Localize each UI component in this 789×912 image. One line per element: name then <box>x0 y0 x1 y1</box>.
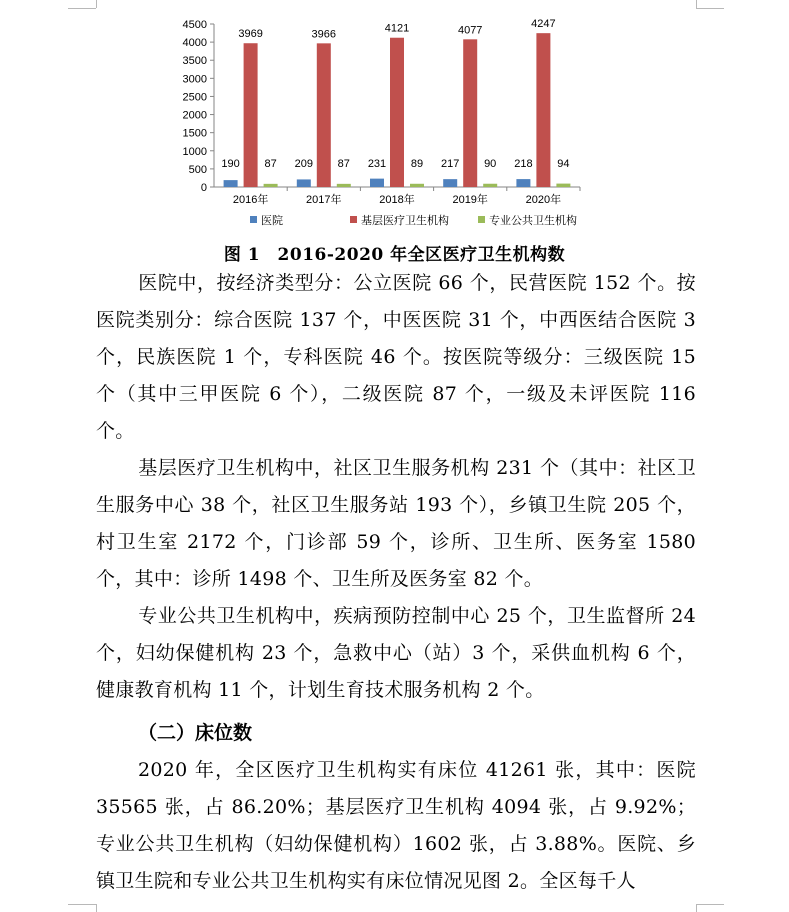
bar <box>390 38 404 187</box>
figure-caption: 图 1 2016-2020 年全区医疗卫生机构数 <box>223 245 566 265</box>
paragraph-beds <box>96 752 696 900</box>
paragraph-primary-care-text: 基层医疗卫生机构中，社区卫生服务机构 231 个（其中：社区卫生服务中心 38 个，社区卫生服务站 193 个），乡镇卫生院 205 个，村卫生室 2172 个，门诊部 59 个，诊所、卫生所、医务室 1580 个，其中：诊所 1498 个、卫生所及医务室 82 个。 <box>96 457 696 590</box>
crop-mark-top-left <box>0 0 100 30</box>
x-tick-label: 2020年 <box>525 194 562 206</box>
y-tick-label: 2500 <box>182 91 207 104</box>
paragraph-hospital-text: 医院中，按经济类型分：公立医院 66 个，民营医院 152 个。按医院类别分：综合医院 137 个，中医医院 31 个，中西医结合医院 3 个，民族医院 1 个，专科医院 46 个。按医院等级分：三级医院 15 个（其中三甲医院 6 个），二级医院 87 个，一级及未评医院 116 个。 <box>96 272 696 442</box>
bar <box>443 179 457 187</box>
bar <box>536 33 550 187</box>
bar <box>556 184 570 187</box>
data-label: 94 <box>557 158 570 170</box>
bar <box>516 179 530 187</box>
paragraph-hospital <box>96 265 696 450</box>
y-tick-label: 3500 <box>182 55 207 68</box>
data-label: 90 <box>484 158 497 170</box>
data-label: 190 <box>221 158 240 170</box>
y-tick-label: 4500 <box>182 19 207 31</box>
data-label: 217 <box>441 158 460 170</box>
bar <box>264 184 278 187</box>
data-label: 218 <box>514 158 533 170</box>
data-label: 4121 <box>384 22 410 35</box>
legend-label: 基层医疗卫生机构 <box>361 214 449 227</box>
institution-count-bar-chart <box>150 10 610 235</box>
bar <box>317 43 331 187</box>
data-label: 87 <box>264 158 277 170</box>
x-tick-label: 2018年 <box>379 194 415 206</box>
y-tick-label: 4000 <box>182 37 207 50</box>
x-tick-label: 2016年 <box>232 194 269 206</box>
paragraph-beds-text: 2020 年，全区医疗卫生机构实有床位 41261 张，其中：医院 35565 张，占 86.20%；基层医疗卫生机构 4094 张，占 9.92%；专业公共卫生机构（妇幼保健机构）1602 张，占 3.88%。医院、乡镇卫生院和专业公共卫生机构实有床位情况见图 2。全区每千人 <box>96 759 696 892</box>
data-label: 4247 <box>531 18 556 31</box>
data-label: 3969 <box>238 28 263 41</box>
data-label: 231 <box>367 158 387 170</box>
x-tick-label: 2019年 <box>452 194 488 206</box>
data-label: 209 <box>294 158 313 170</box>
data-label: 4077 <box>457 24 483 37</box>
bar <box>483 184 497 187</box>
paragraph-primary-care <box>96 450 696 598</box>
legend-label: 专业公共卫生机构 <box>489 214 577 227</box>
paragraph-public-health-text: 专业公共卫生机构中，疾病预防控制中心 25 个，卫生监督所 24 个，妇幼保健机构 23 个，急救中心（站）3 个，采供血机构 6 个，健康教育机构 11 个，计划生育技术服务机构 2 个。 <box>96 605 696 701</box>
y-tick-label: 1500 <box>182 127 207 140</box>
bar <box>370 179 384 187</box>
y-tick-label: 0 <box>200 182 207 194</box>
y-tick-label: 2000 <box>182 109 207 122</box>
data-label: 87 <box>337 158 350 170</box>
bar <box>463 39 477 187</box>
legend-swatch <box>350 216 357 223</box>
data-label: 89 <box>410 158 424 170</box>
bar <box>337 184 351 187</box>
crop-mark-top-right <box>690 0 789 30</box>
paragraph-public-health <box>96 598 696 709</box>
legend-swatch <box>250 216 257 223</box>
y-tick-label: 3000 <box>182 73 207 86</box>
crop-mark-bottom-left <box>0 890 100 912</box>
bar <box>297 179 311 187</box>
section-heading: （二）床位数 <box>138 722 253 744</box>
legend-label: 医院 <box>261 214 283 227</box>
bar <box>410 184 424 187</box>
bar <box>244 43 258 187</box>
bar <box>224 180 238 187</box>
legend-swatch <box>478 216 485 223</box>
x-tick-label: 2017年 <box>306 194 342 206</box>
y-tick-label: 1000 <box>182 145 207 158</box>
data-label: 3966 <box>311 28 337 41</box>
crop-mark-bottom-right <box>690 890 789 912</box>
y-tick-label: 500 <box>188 163 207 176</box>
